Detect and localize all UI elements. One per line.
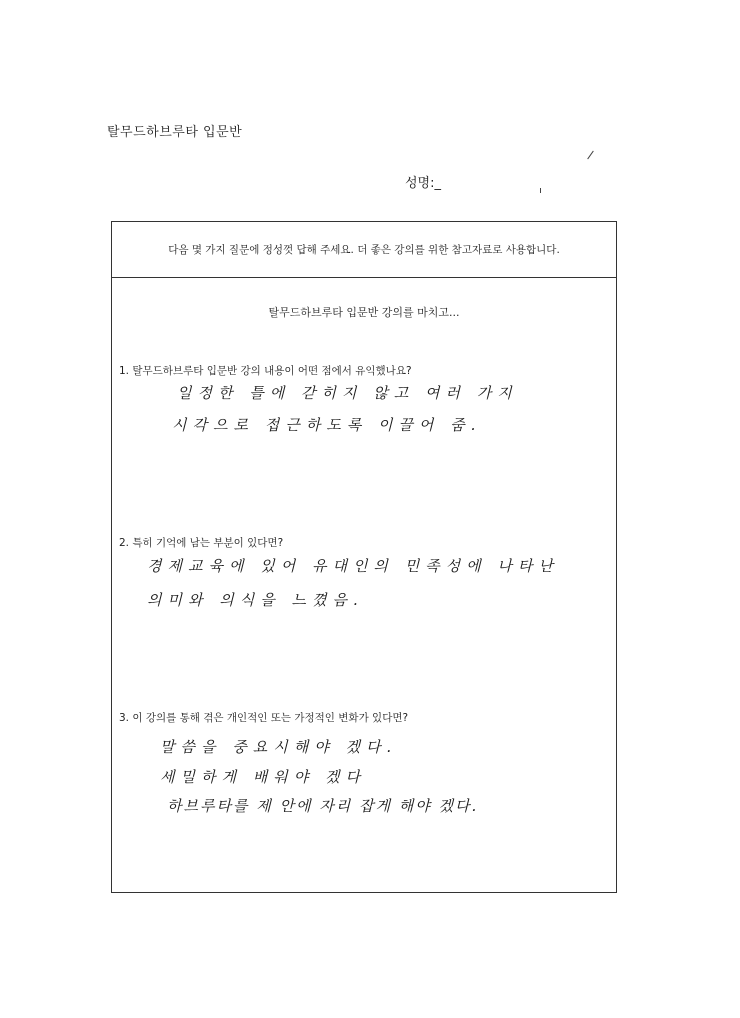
document-title: 탈무드하브루타 입문반 xyxy=(107,125,243,140)
answer-1-line-1: 일정한 틀에 갇히지 않고 여러 가지 xyxy=(177,384,518,402)
answer-3-line-1: 말씀을 중요시해야 겠다. xyxy=(160,738,398,756)
name-field-label xyxy=(405,172,441,191)
answer-3-line-3: 하브루타를 제 안에 자리 잡게 해야 겠다. xyxy=(167,797,479,815)
answer-2-line-1: 경제교육에 있어 유대인의 민족성에 나타난 xyxy=(147,557,559,575)
question-2: 2. 특히 기억에 남는 부분이 있다면? xyxy=(119,537,284,549)
name-label-text: 성명:_ xyxy=(405,176,441,191)
stray-mark xyxy=(540,188,541,193)
survey-form-box xyxy=(111,221,617,893)
answer-2-line-2: 의미와 의식을 느꼈음. xyxy=(147,591,364,609)
question-3: 3. 이 강의를 통해 겪은 개인적인 또는 가정적인 변화가 있다면? xyxy=(119,712,409,724)
instruction-text: 다음 몇 가지 질문에 정성껏 답해 주세요. 더 좋은 강의를 위한 참고자료로 사용합니다. xyxy=(112,222,616,278)
question-1: 1. 탈무드하브루타 입문반 강의 내용이 어떤 점에서 유익했나요? xyxy=(119,365,412,377)
answer-3-line-2: 세밀하게 배워야 겠다 xyxy=(160,768,366,786)
stray-mark xyxy=(587,151,594,160)
answer-1-line-2: 시각으로 접근하도록 이끌어 줌. xyxy=(172,416,482,434)
section-heading: 탈무드하브루타 입문반 강의를 마치고... xyxy=(268,306,460,319)
